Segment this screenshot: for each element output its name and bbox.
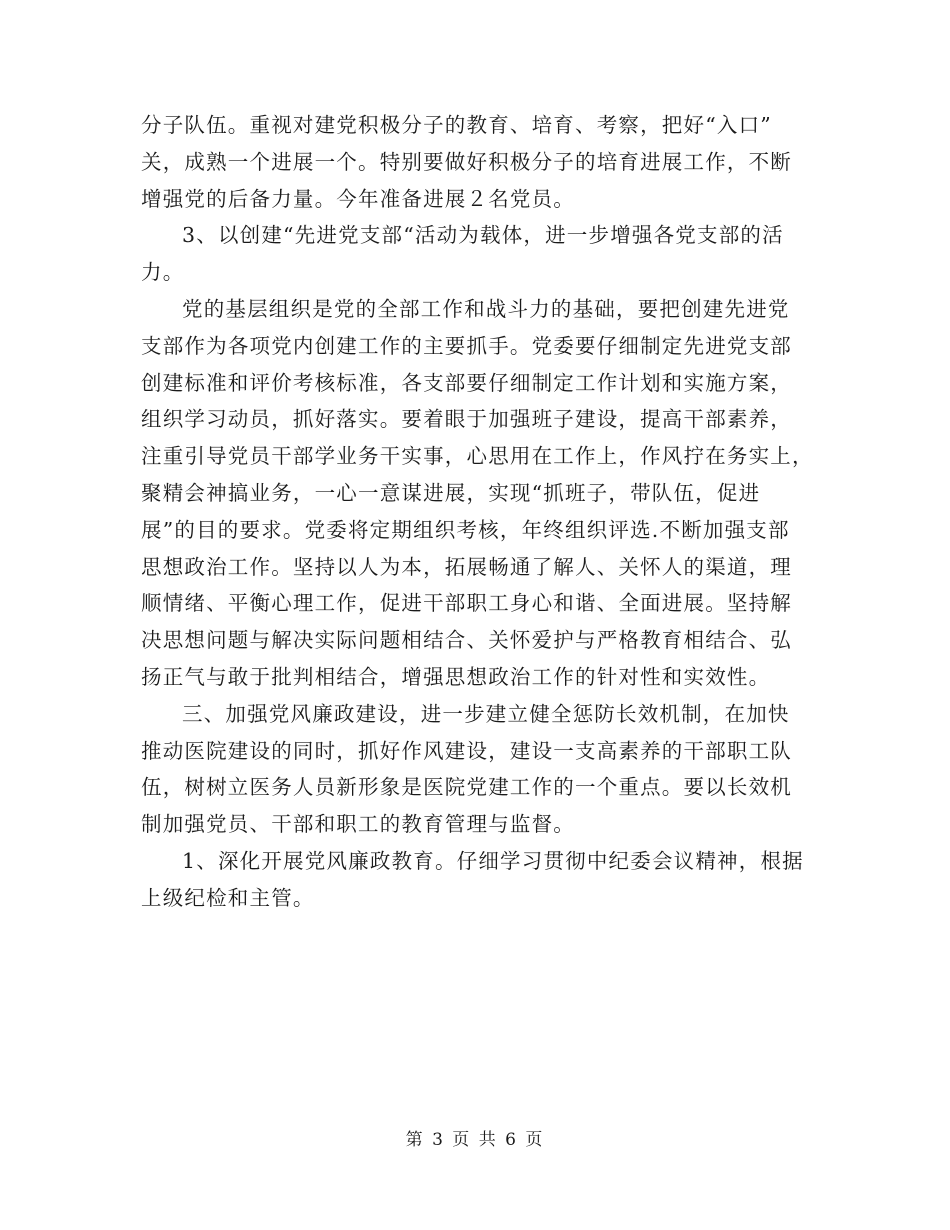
text-line: 推动医院建设的同时，抓好作风建设，建设一支高素养的干部职工队 xyxy=(141,738,792,763)
text-line: 1、深化开展党风廉政教育。仔细学习贯彻中纪委会议精神，根据 xyxy=(182,848,804,873)
text-line: 思想政治工作。坚持以人为本，拓展畅通了解人、关怀人的渠道，理 xyxy=(141,554,792,579)
page-number-footer: 第 3 页 共 6 页 xyxy=(405,1130,545,1150)
text-line: 展”的目的要求。党委将定期组织考核，年终组织评选.不断加强支部 xyxy=(141,517,790,542)
text-line: 党的基层组织是党的全部工作和战斗力的基础，要把创建先进党 xyxy=(182,296,790,321)
text-line: 扬正气与敢于批判相结合，增强思想政治工作的针对性和实效性。 xyxy=(141,664,771,689)
text-line: 上级纪检和主管。 xyxy=(141,885,315,910)
text-line: 制加强党员、干部和职工的教育管理与监督。 xyxy=(141,812,575,837)
paragraph-party-activists xyxy=(141,107,811,217)
text-line: 分子队伍。重视对建党积极分子的教育、培育、考察，把好“入口” xyxy=(141,113,772,137)
text-line: 顺情绪、平衡心理工作，促进干部职工身心和谐、全面进展。坚持解 xyxy=(141,591,792,616)
paragraph-grassroots-organization xyxy=(141,291,814,696)
text-line: 三、加强党风廉政建设，进一步建立健全惩防长效机制，在加快 xyxy=(182,701,790,726)
paragraph-point-3 xyxy=(141,217,811,291)
text-line: 伍，树树立医务人员新形象是医院党建工作的一个重点。要以长效机 xyxy=(141,775,792,800)
text-line: 创建标准和评价考核标准，各支部要仔细制定工作计划和实施方案， xyxy=(141,370,792,395)
document-body xyxy=(141,107,814,917)
text-line: 决思想问题与解决实际问题相结合、关怀爱护与严格教育相结合、弘 xyxy=(141,628,792,653)
text-line: 支部作为各项党内创建工作的主要抓手。党委要仔细制定先进党支部 xyxy=(141,333,792,358)
text-line: 注重引导党员干部学业务干实事，心思用在工作上，作风拧在务实上， xyxy=(141,444,814,469)
text-line: 3、以创建“先进党支部“活动为载体，进一步增强各党支部的活 xyxy=(182,223,784,248)
paragraph-section-3 xyxy=(141,696,811,843)
text-line: 力。 xyxy=(141,260,185,285)
paragraph-point-1 xyxy=(141,843,811,917)
text-line: 组织学习动员，抓好落实。要着眼于加强班子建设，提高干部素养， xyxy=(141,407,792,432)
text-line: 增强党的后备力量。今年准备进展２名党员。 xyxy=(141,186,575,211)
text-line: 关，成熟一个进展一个。特别要做好积极分子的培育进展工作，不断 xyxy=(141,149,792,174)
text-line: 聚精会神搞业务，一心一意谋进展，实现“抓班子，带队伍，促进 xyxy=(141,480,761,505)
